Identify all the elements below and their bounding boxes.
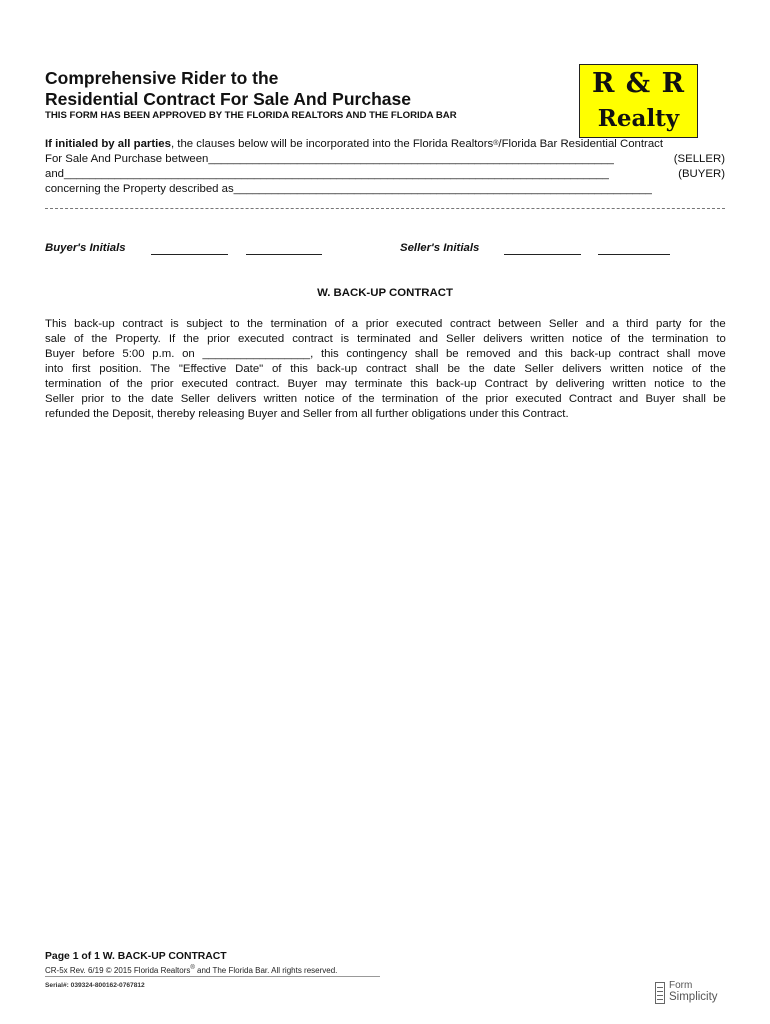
serial-number: Serial#: 039324-800162-0767812	[45, 982, 145, 989]
footer-rev-b: and The Florida Bar. All rights reserved.	[194, 966, 338, 975]
title-line-1: Comprehensive Rider to the	[45, 68, 279, 88]
footer-page-info: Page 1 of 1 W. BACK-UP CONTRACT	[45, 951, 227, 962]
intro-lead-rest: , the clauses below will be incorporated into the Florida Realtors	[170, 138, 494, 150]
approval-notice: THIS FORM HAS BEEN APPROVED BY THE FLORIDA REALTORS AND THE FLORIDA BAR	[45, 110, 457, 121]
paragraph-line: refunded the Deposit, thereby releasing Buyer and Seller from all further obligations under this Contract.	[45, 408, 569, 420]
form-document-icon	[655, 982, 665, 1004]
buyer-blank[interactable]: and______________________________________________________________________________________	[45, 168, 609, 180]
property-line	[45, 182, 725, 197]
title-line-2: Residential Contract For Sale And Purchase	[45, 89, 411, 109]
footer-rev-a: CR-5x Rev. 6/19 © 2015 Florida Realtors	[45, 966, 191, 975]
paragraph-line: sale of the Property. If the prior executed contract is terminated and Seller delivers written notice of the termination to	[45, 333, 726, 345]
intro-lead-end: /Florida Bar Residential Contract	[498, 138, 664, 150]
intro-block	[45, 137, 725, 197]
registered-mark: ®	[493, 140, 499, 147]
logo-line-1: R & R	[591, 68, 686, 99]
brand-line-2: Simplicity	[669, 991, 718, 1003]
paragraph-line: Buyer before 5:00 p.m. on _________________, this contingency shall be removed and this back-up contract shall move	[45, 348, 726, 360]
paragraph-line: This back-up contract is subject to the termination of a prior executed contract between Seller and a third party for the	[45, 318, 726, 330]
seller-initials-label: Seller's Initials	[400, 242, 480, 254]
property-continuation-line[interactable]	[45, 208, 725, 209]
seller-blank[interactable]: For Sale And Purchase between________________________________________________________________	[45, 153, 614, 165]
buyer-initial-field-1[interactable]	[151, 254, 228, 255]
backup-contract-paragraph	[45, 317, 726, 422]
page-title	[45, 68, 411, 110]
buyer-line	[45, 167, 725, 182]
seller-label: (SELLER)	[673, 153, 725, 165]
intro-lead-bold: If initialed by all parties	[45, 138, 171, 150]
footer-revision	[45, 966, 337, 975]
footer-reg-mark: ®	[190, 965, 195, 971]
section-title: W. BACK-UP CONTRACT	[317, 287, 453, 299]
seller-initial-field-1[interactable]	[504, 254, 581, 255]
brand-line-1: Form	[669, 980, 693, 991]
paragraph-line: termination of the prior executed contract. Buyer may terminate this back-up Contract by delivering written notice to the	[45, 378, 726, 390]
property-blank[interactable]: concerning the Property described as__________________________________________________________________	[45, 183, 652, 195]
intro-line-1	[45, 137, 725, 152]
form-simplicity-logo	[655, 980, 725, 1008]
paragraph-line: Seller prior to the date Seller delivers written notice of the termination of the prior executed Contract and Buyer shall be	[45, 393, 726, 405]
buyer-label: (BUYER)	[678, 168, 725, 180]
buyer-initials-label: Buyer's Initials	[45, 242, 126, 254]
seller-line	[45, 152, 725, 167]
buyer-initial-field-2[interactable]	[246, 254, 322, 255]
logo-line-2: Realty	[597, 105, 680, 132]
seller-initial-field-2[interactable]	[598, 254, 670, 255]
paragraph-line: into first position. The "Effective Date" of this back-up contract shall be the date Seller delivers written notice of the	[45, 363, 726, 375]
rr-realty-logo	[579, 64, 698, 138]
footer-divider	[45, 976, 380, 977]
